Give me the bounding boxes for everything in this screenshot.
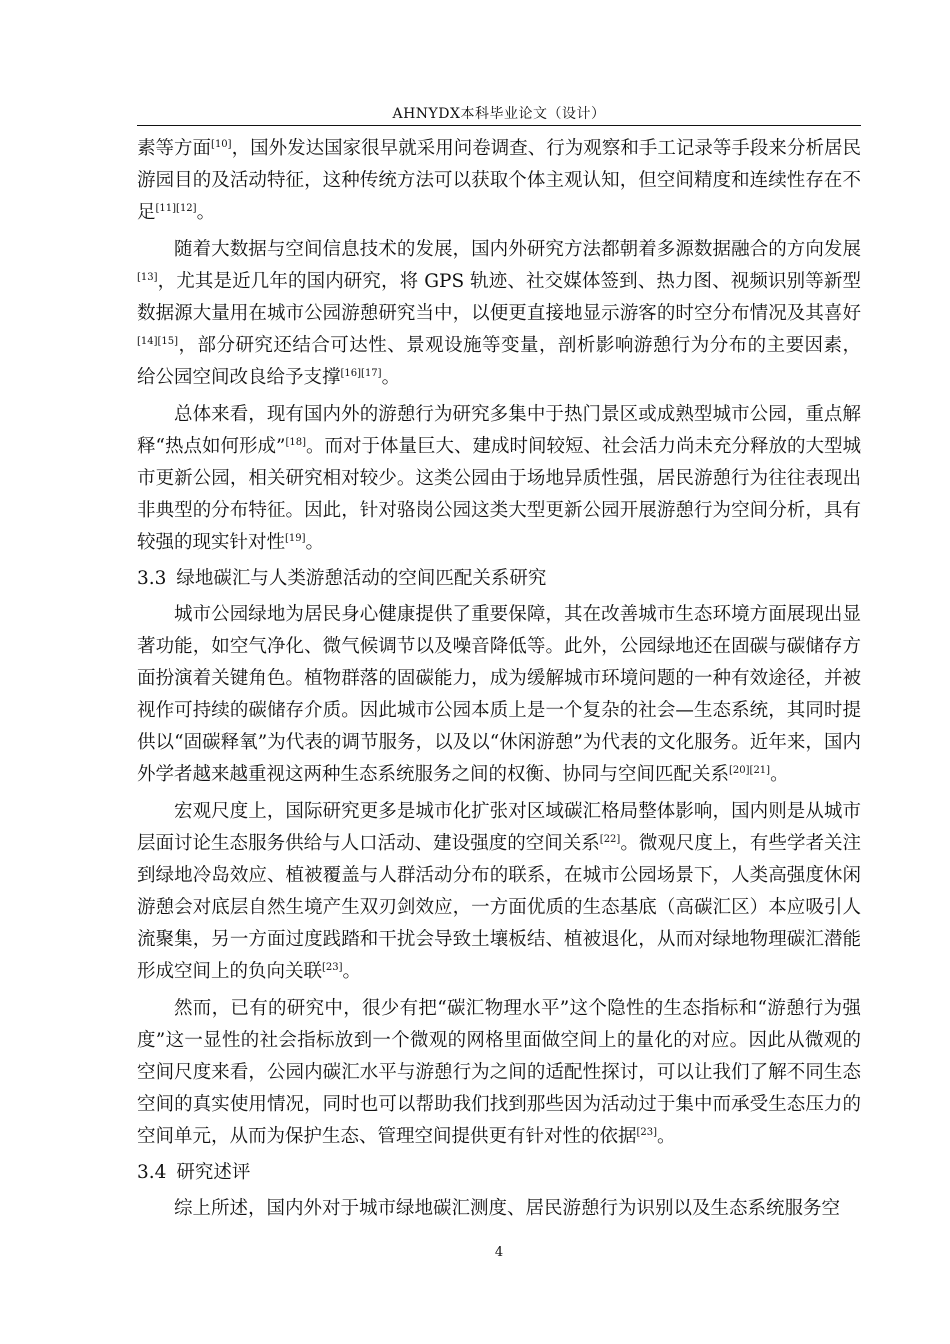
header-rule: [137, 125, 861, 126]
text-run: 。: [342, 961, 362, 982]
page-number: 4: [494, 1245, 504, 1260]
text-run: 然而，已有的研究中，很少有把“碳汇物理水平”这个隐性的生态指标和“游憩行为强度”这一显性的社会指标放到一个微观的网格里面做空间上的量化的对应。因此从微观的空间尺度来看，公园内碳汇水平与游憩行为之间的适配性探讨，可以让我们了解不同生态空间的真实使用情况，同时也可以帮助我们找到那些因为活动过于集中而承受生态压力的空间单元，从而为保护生态、管理空间提供更有针对性的依据: [137, 998, 861, 1147]
citation: [13]: [137, 272, 158, 283]
paragraph-6: [137, 993, 861, 1153]
citation: [18]: [285, 437, 306, 448]
running-header: AHNYDX本科毕业论文（设计）: [392, 106, 606, 122]
paragraph-1: [137, 133, 861, 229]
text-run: 。: [381, 367, 401, 388]
text-run: ，国外发达国家很早就采用问卷调查、行为观察和手工记录等手段来分析居民游园目的及活动特征，这种传统方法可以获取个体主观认知，但空间精度和连续性存在不足: [137, 138, 861, 223]
paragraph-3: [137, 399, 861, 559]
citation: [22]: [599, 834, 621, 845]
citation: [19]: [285, 533, 306, 544]
citation: [14][15]: [137, 336, 179, 347]
text-run: 城市公园绿地为居民身心健康提供了重要保障，其在改善城市生态环境方面展现出显著功能，如空气净化、微气候调节以及噪音降低等。此外，公园绿地还在固碳与碳储存方面扮演着关键角色。植物群落的固碳能力，成为缓解城市环境问题的一种有效途径，并被视作可持续的碳储存介质。因此城市公园本质上是一个复杂的社会—生态系统，其同时提供以“固碳释氧”为代表的调节服务，以及以“休闲游憩”为代表的文化服务。近年来，国内外学者越来越重视这两种生态系统服务之间的权衡、协同与空间匹配关系: [137, 604, 861, 785]
paragraph-4: [137, 599, 861, 791]
text-run: 。: [196, 202, 216, 223]
citation: [23]: [322, 962, 343, 973]
paragraph-2: [137, 234, 861, 394]
text-run: 。: [657, 1126, 676, 1147]
section-title: 绿地碳汇与人类游憩活动的空间匹配关系研究: [176, 568, 547, 589]
section-heading-3-3: [137, 563, 861, 595]
paragraph-7: [137, 1193, 861, 1225]
text-run: 综上所述，国内外对于城市绿地碳汇测度、居民游憩行为识别以及生态系统服务空: [174, 1198, 841, 1219]
citation: [16][17]: [340, 368, 382, 379]
citation: [20][21]: [729, 765, 771, 776]
paragraph-5: [137, 796, 861, 988]
text-run: 总体来看，现有国内外的游憩行为研究多集中于热门景区或成熟型城市公园，重点解释“热点如何形成”: [137, 404, 861, 457]
section-number: 3.4: [137, 1162, 167, 1183]
text-run: 。: [770, 764, 789, 785]
text-run: 。微观尺度上，有些学者关注到绿地冷岛效应、植被覆盖与人群活动分布的联系，在城市公园场景下，人类高强度休闲游憩会对底层自然生境产生双刃剑效应，一方面优质的生态基底（高碳汇区）本应吸引人流聚集，另一方面过度践踏和干扰会导致土壤板结、植被退化，从而对绿地物理碳汇潜能形成空间上的负向关联: [137, 833, 861, 982]
citation: [10]: [211, 139, 232, 150]
section-title: 研究述评: [176, 1162, 251, 1183]
citation: [11][12]: [155, 203, 197, 214]
text-run: ，部分研究还结合可达性、景观设施等变量，剖析影响游憩行为分布的主要因素，给公园空间改良给予支撑: [137, 335, 861, 388]
section-number: 3.3: [137, 568, 167, 589]
text-run: 。: [305, 532, 325, 553]
text-run: 宏观尺度上，国际研究更多是城市化扩张对区域碳汇格局整体影响，国内则是从城市层面讨论生态服务供给与人口活动、建设强度的空间关系: [137, 801, 861, 854]
text-run: 随着大数据与空间信息技术的发展，国内外研究方法都朝着多源数据融合的方向发展: [174, 239, 861, 260]
section-heading-3-4: [137, 1157, 861, 1189]
document-body: [137, 133, 861, 1225]
text-run: 。而对于体量巨大、建成时间较短、社会活力尚未充分释放的大型城市更新公园，相关研究相对较少。这类公园由于场地异质性强，居民游憩行为往往表现出非典型的分布特征。因此，针对骆岗公园这类大型更新公园开展游憩行为空间分析，具有较强的现实针对性: [137, 436, 861, 553]
citation: [23]: [636, 1127, 658, 1138]
text-run: 素等方面: [137, 138, 212, 159]
text-run: ，尤其是近几年的国内研究，将 GPS 轨迹、社交媒体签到、热力图、视频识别等新型数据源大量用在城市公园游憩研究当中，以便更直接地显示游客的时空分布情况及其喜好: [137, 271, 861, 324]
